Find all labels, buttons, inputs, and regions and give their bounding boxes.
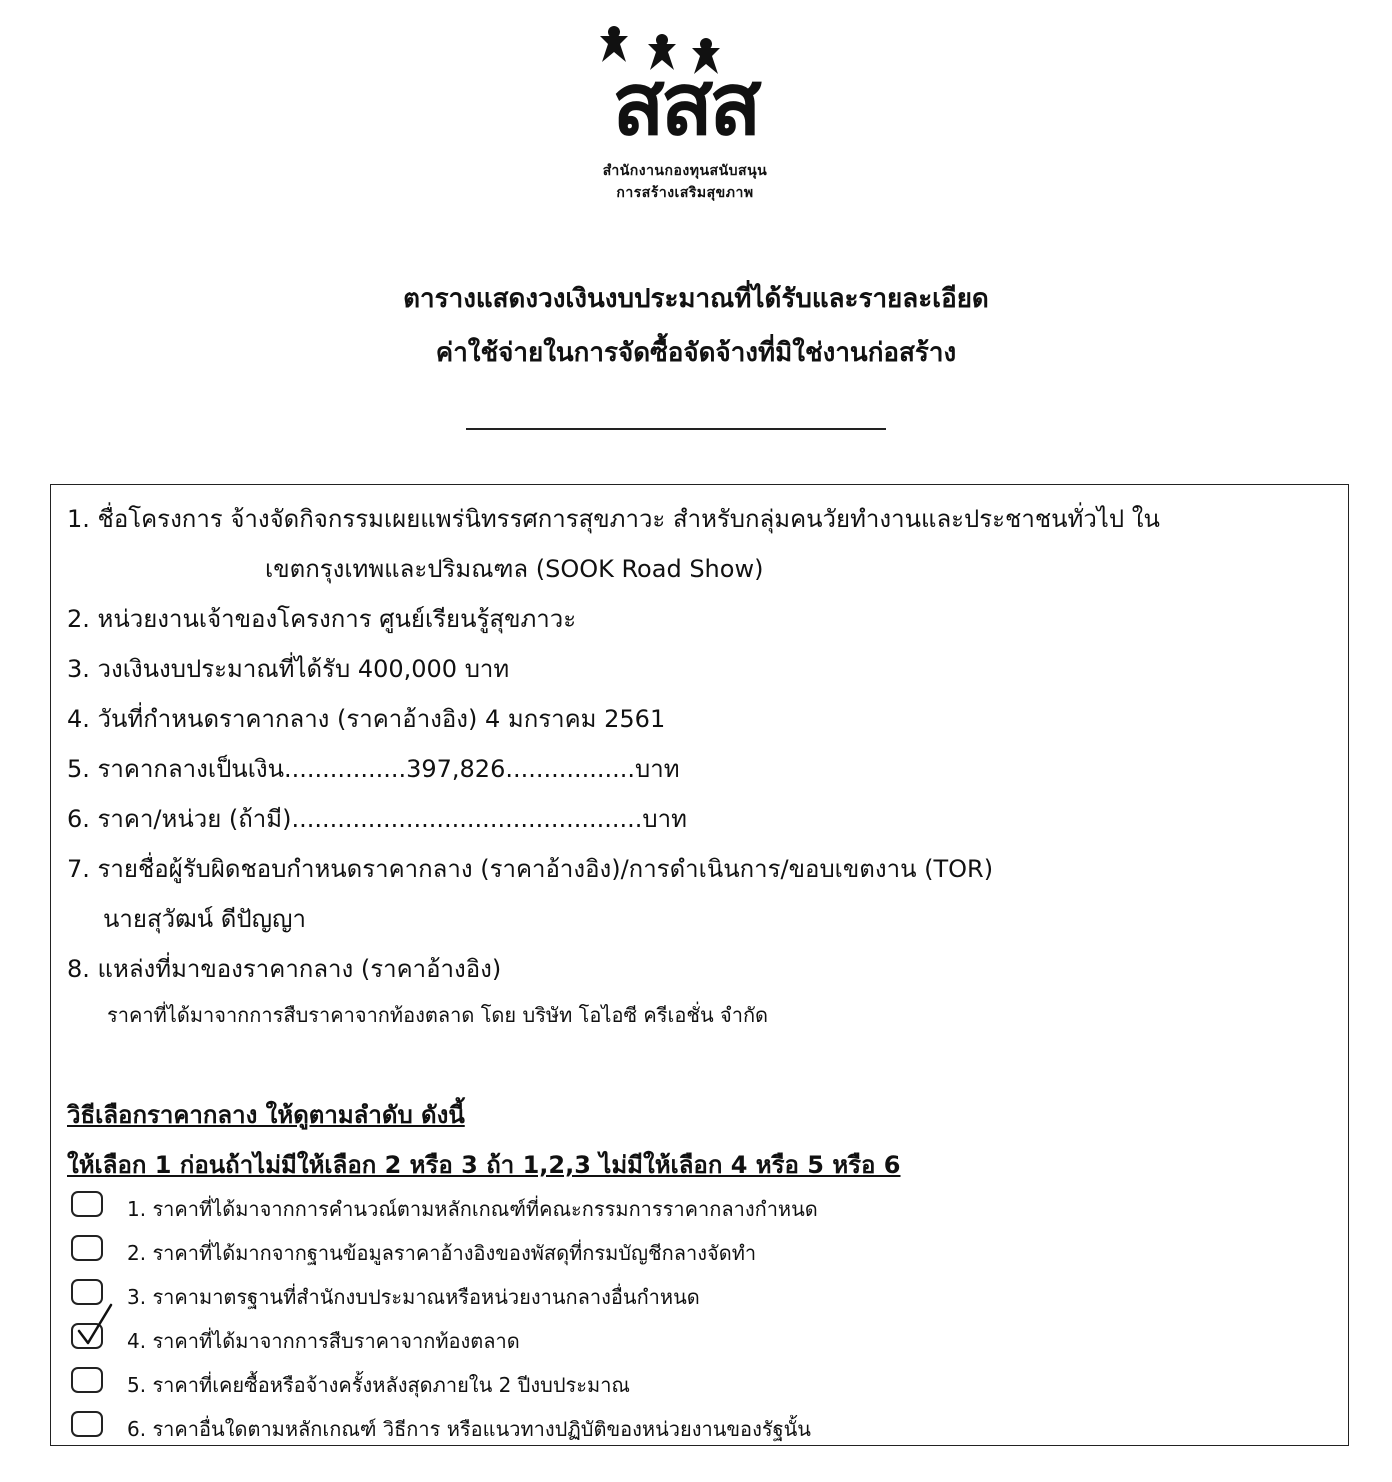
item-8-source-detail: ราคาที่ได้มาจากการสืบราคาจากท้องตลาด โดย บริษัท โอไอซี ครีเอชั่น จำกัด <box>107 1003 769 1027</box>
item-7-responsible-name: นายสุวัฒน์ ดีปัญญา <box>103 905 306 933</box>
method-instruction: ให้เลือก 1 ก่อนถ้าไม่มีให้เลือก 2 หรือ 3 ถ้า 1,2,3 ไม่มีให้เลือก 4 หรือ 5 หรือ 6 <box>67 1151 901 1179</box>
checkmark-icon <box>73 1301 117 1349</box>
item-4-date: 4. วันที่กำหนดราคากลาง (ราคาอ้างอิง) 4 มกราคม 2561 <box>67 705 666 733</box>
title-divider <box>466 428 886 430</box>
option-1-checkbox[interactable] <box>71 1191 103 1217</box>
item-5-median-price: 5. ราคากลางเป็นเงิน................397,826.................บาท <box>67 755 680 783</box>
logo-org-line1: สำนักงานกองทุนสนับสนุน <box>602 163 768 179</box>
logo-org-line2: การสร้างเสริมสุขภาพ <box>616 185 754 201</box>
option-6-label: 6. ราคาอื่นใดตามหลักเกณฑ์ วิธีการ หรือแนวทางปฏิบัติของหน่วยงานของรัฐนั้น <box>127 1417 811 1441</box>
item-1-project-name: 1. ชื่อโครงการ จ้างจัดกิจกรรมเผยแพร่นิทรรศการสุขภาวะ สำหรับกลุ่มคนวัยทำงานและประชาชนทั่วไป ใน <box>67 505 1160 533</box>
details-box <box>50 484 1349 1446</box>
option-2-checkbox[interactable] <box>71 1235 103 1261</box>
item-8-source: 8. แหล่งที่มาของราคากลาง (ราคาอ้างอิง) <box>67 955 502 983</box>
option-5-checkbox[interactable] <box>71 1367 103 1393</box>
item-1-project-name-cont: เขตกรุงเทพและปริมณฑล (SOOK Road Show) <box>265 555 764 583</box>
option-4-label: 4. ราคาที่ได้มาจากการสืบราคาจากท้องตลาด <box>127 1329 520 1353</box>
logo-mark: สสส <box>612 55 758 155</box>
thaihealth-logo <box>570 22 800 212</box>
option-1-label: 1. ราคาที่ได้มาจากการคำนวณ์ตามหลักเกณฑ์ที่คณะกรรมการราคากลางกำหนด <box>127 1197 818 1221</box>
item-7-responsible: 7. รายชื่อผู้รับผิดชอบกำหนดราคากลาง (ราคาอ้างอิง)/การดำเนินการ/ขอบเขตงาน (TOR) <box>67 855 994 883</box>
option-3-label: 3. ราคามาตรฐานที่สำนักงบประมาณหรือหน่วยงานกลางอื่นกำหนด <box>127 1285 700 1309</box>
option-5-label: 5. ราคาที่เคยซื้อหรือจ้างครั้งหลังสุดภายใน 2 ปีงบประมาณ <box>127 1373 630 1397</box>
document-title-line1: ตารางแสดงวงเงินงบประมาณที่ได้รับและรายละเอียด <box>403 284 989 314</box>
method-heading: วิธีเลือกราคากลาง ให้ดูตามลำดับ ดังนี้ <box>67 1101 465 1129</box>
item-6-unit-price: 6. ราคา/หน่วย (ถ้ามี)..............................................บาท <box>67 805 687 833</box>
item-3-budget: 3. วงเงินงบประมาณที่ได้รับ 400,000 บาท <box>67 655 510 683</box>
option-2-label: 2. ราคาที่ได้มากจากฐานข้อมูลราคาอ้างอิงของพัสดุที่กรมบัญชีกลางจัดทำ <box>127 1241 757 1265</box>
option-6-checkbox[interactable] <box>71 1411 103 1437</box>
document-title-line2: ค่าใช้จ่ายในการจัดซื้อจัดจ้างที่มิใช่งานก่อสร้าง <box>435 338 957 368</box>
item-2-owner-unit: 2. หน่วยงานเจ้าของโครงการ ศูนย์เรียนรู้สุขภาวะ <box>67 605 577 633</box>
